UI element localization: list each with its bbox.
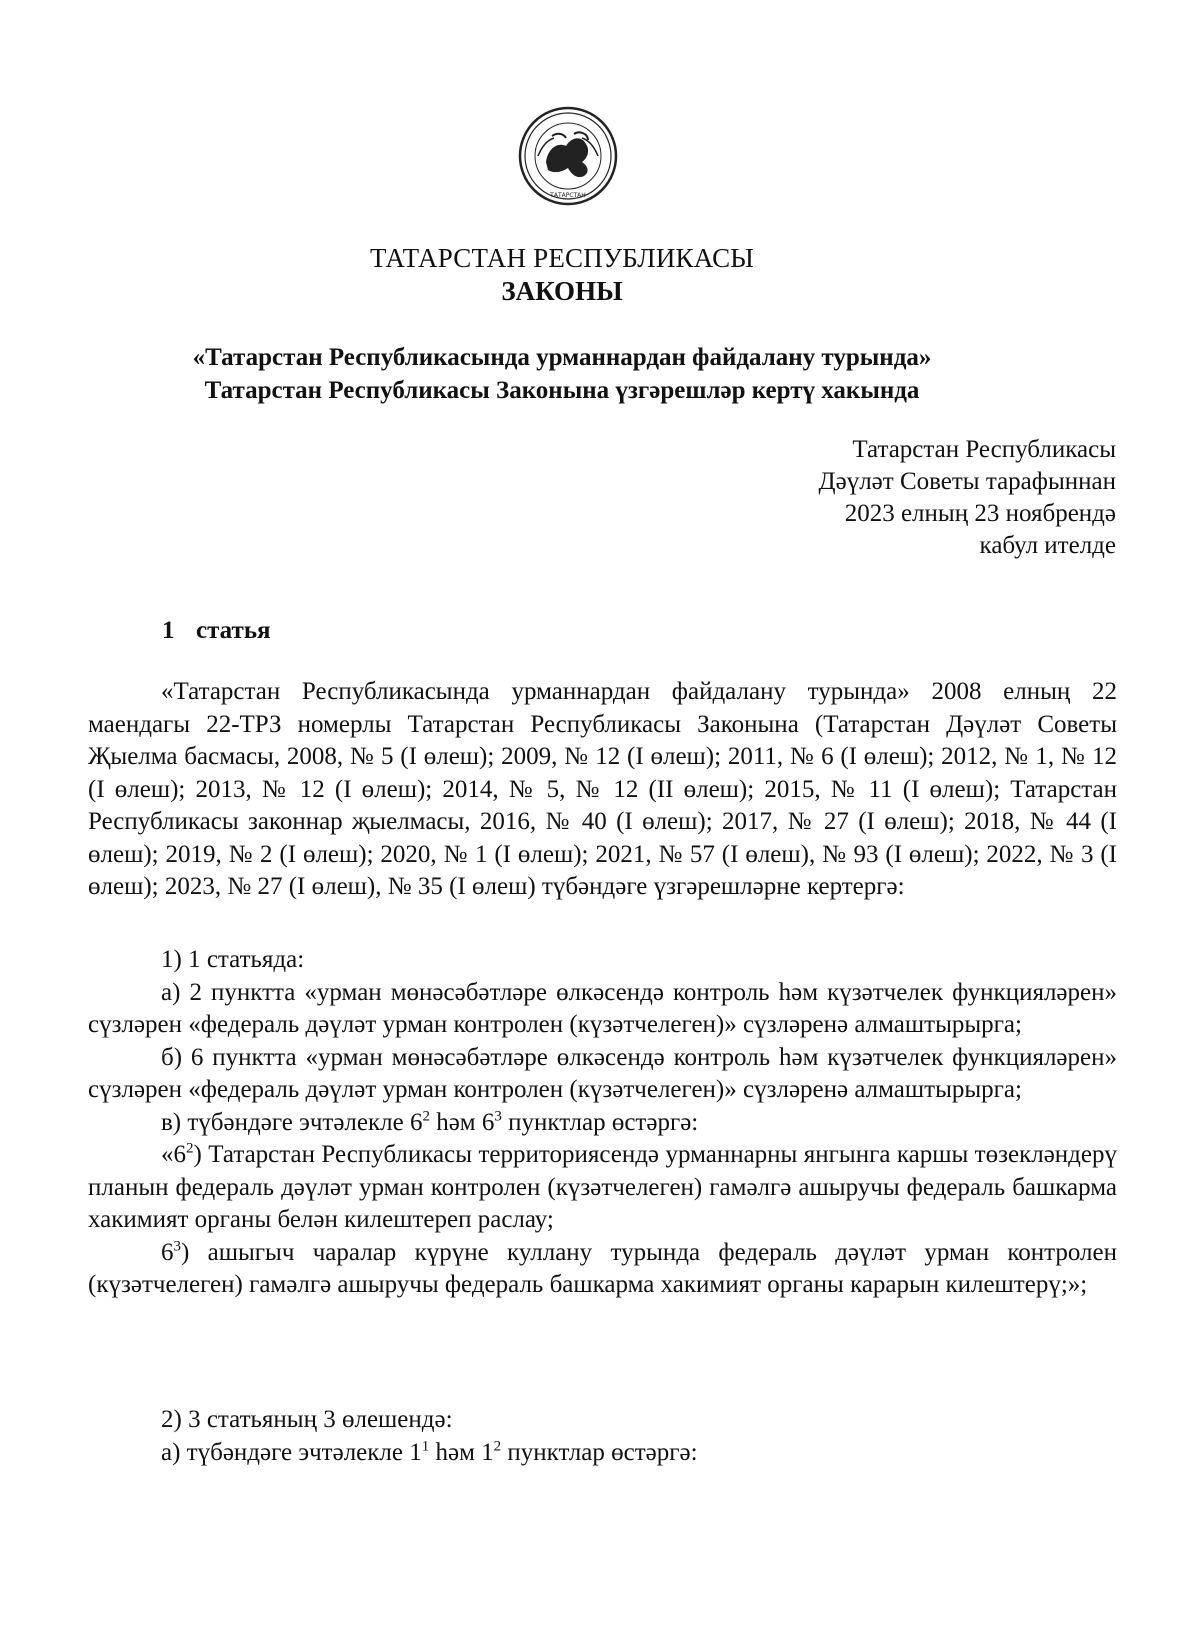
section-2-heading: 2) 3 статьяның 3 өлешендә: <box>161 1406 453 1433</box>
article-intro-paragraph: «Татарстан Республикасында урманнардан файдалану турында» 2008 елның 22 маендагы 22-ТРЗ номерлы Татарстан Республикасы Законына (Татарстан Дәүләт Советы Җыелма басмасы, 2008, № 5 (I өлеш); 2009, № 12 (I өлеш); 2011, № 6 (I өлеш); 2012, № 1, № 12 (I өлеш); 2013, № 12 (I өлеш); 2014, № 5, № 12 (II өлеш); 2015, № 11 (I өлеш); Татарстан Республикасы законнар җыелмасы, 2016, № 40 (I өлеш); 2017, № 27 (I өлеш); 2018, № 44 (I өлеш); 2019, № 2 (I өлеш); 2020, № 1 (I өлеш); 2021, № 57 (I өлеш), № 93 (I өлеш); 2022, № 3 (I өлеш); 2023, № 27 (I өлеш), № 35 (I өлеш) түбәндәге үзгәрешләрне кертергә: <box>88 678 1117 900</box>
item-c: в) түбәндәге эчтәлекле $6^2$ һәм $6^3$ пунктлар өстәргә: <box>161 1108 699 1136</box>
quoted-point-6-2: «$6^2$) Татарстан Республикасы территориясендә урманнарны янгынга каршы төзекләндерү планын федераль дәүләт урман контролен (күзәтчелеген) гамәлгә ашыручы федераль башкарма хакимият органы белән килештереп раслау; <box>88 1140 1117 1233</box>
section-1 <box>88 944 1117 1302</box>
law-title-line-1: «Татарстан Республикасында урманнардан файдалану турында» <box>192 344 932 371</box>
item-a: а) 2 пунктта «урман мөнәсәбәтләре өлкәсендә контроль һәм күзәтчелек функцияләрен» сүзләрен «федераль дәүләт урман контролен (күзәтчелеген)» сүзләренә алмаштырырга; <box>88 978 1117 1038</box>
adoption-line: 2023 елның 23 ноябрендә <box>844 500 1116 527</box>
quoted-point-6-3: $6^3$) ашыгыч чаралар күрүне куллану турында федераль дәүләт урман контролен (күзәтчелеген) гамәлгә ашыручы федераль башкарма хакимият органы карарын килештерү;»; <box>88 1238 1117 1298</box>
republic-heading: ТАТАРСТАН РЕСПУБЛИКАСЫ <box>369 243 755 273</box>
adoption-line: кабул ителде <box>979 532 1116 559</box>
tatarstan-emblem-icon <box>518 106 618 206</box>
adoption-line: Дәүләт Советы тарафыннан <box>818 468 1116 495</box>
section-2 <box>88 1404 1117 1469</box>
law-heading: ЗАКОНЫ <box>501 276 623 306</box>
adoption-block <box>819 434 1116 562</box>
item-b: б) 6 пунктта «урман мөнәсәбәтләре өлкәсендә контроль һәм күзәтчелек функцияләрен» сүзләрен «федераль дәүләт урман контролен (күзәтчелеген)» сүзләренә алмаштырырга; <box>88 1043 1117 1103</box>
section-2-item-a: а) түбәндәге эчтәлекле $1^1$ һәм $1^2$ пунктлар өстәргә: <box>161 1438 698 1466</box>
article-heading <box>162 617 271 645</box>
adoption-line: Татарстан Республикасы <box>852 436 1116 463</box>
article-number: 1 <box>162 617 175 644</box>
section-1-heading: 1) 1 статьяда: <box>161 946 305 973</box>
article-label: статья <box>196 617 271 644</box>
law-title-line-2: Татарстан Республикасы Законына үзгәрешләр кертү хакында <box>204 377 920 404</box>
svg-text:ТАТАРСТАН: ТАТАРСТАН <box>550 192 586 199</box>
